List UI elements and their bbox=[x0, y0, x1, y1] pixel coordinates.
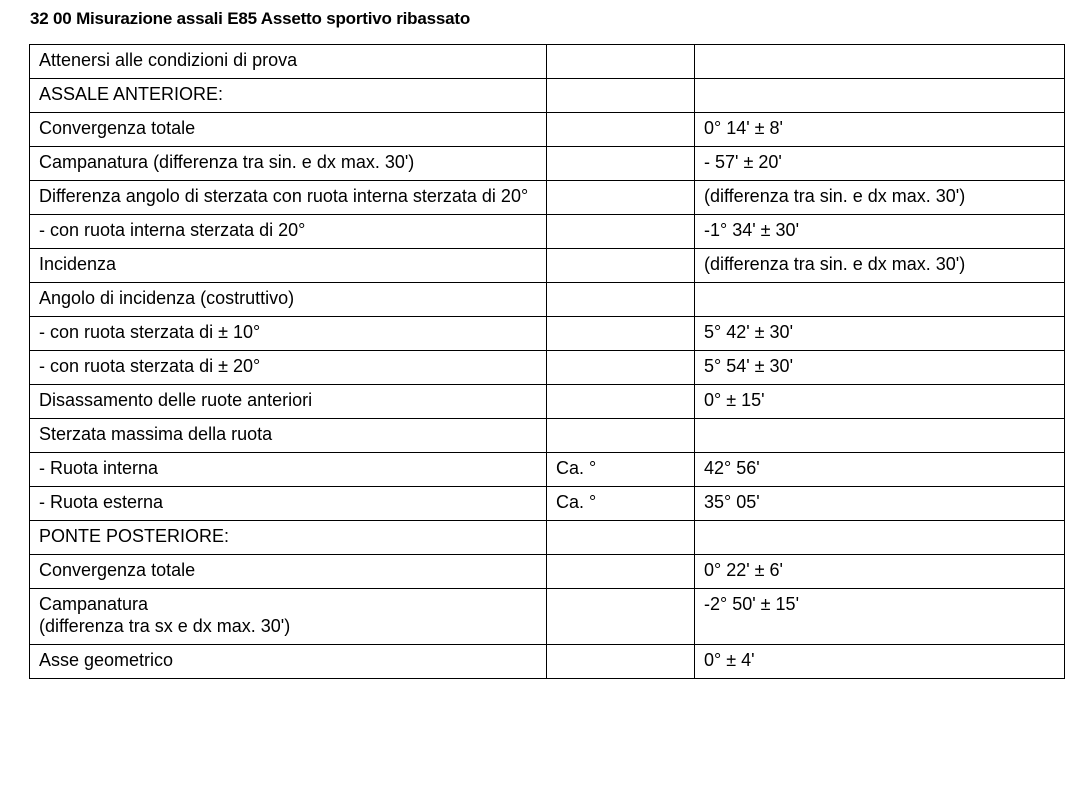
parameter-cell: - con ruota interna sterzata di 20° bbox=[30, 215, 547, 249]
parameter-cell: Angolo di incidenza (costruttivo) bbox=[30, 283, 547, 317]
parameter-cell: Incidenza bbox=[30, 249, 547, 283]
parameter-cell: Asse geometrico bbox=[30, 645, 547, 679]
parameter-cell: Convergenza totale bbox=[30, 113, 547, 147]
value-cell: 5° 42' ± 30' bbox=[695, 317, 1065, 351]
table-row bbox=[30, 113, 1065, 147]
parameter-cell: - con ruota sterzata di ± 20° bbox=[30, 351, 547, 385]
unit-cell: Ca. ° bbox=[547, 453, 695, 487]
table-row bbox=[30, 351, 1065, 385]
table-row bbox=[30, 45, 1065, 79]
value-cell: 0° 14' ± 8' bbox=[695, 113, 1065, 147]
parameter-cell: - Ruota esterna bbox=[30, 487, 547, 521]
table-row bbox=[30, 283, 1065, 317]
unit-cell bbox=[547, 419, 695, 453]
value-cell: 0° 22' ± 6' bbox=[695, 555, 1065, 589]
table-row bbox=[30, 215, 1065, 249]
unit-cell: Ca. ° bbox=[547, 487, 695, 521]
table-row bbox=[30, 645, 1065, 679]
value-cell: (differenza tra sin. e dx max. 30') bbox=[695, 249, 1065, 283]
parameter-cell: Disassamento delle ruote anteriori bbox=[30, 385, 547, 419]
table-row bbox=[30, 249, 1065, 283]
unit-cell bbox=[547, 215, 695, 249]
table-row bbox=[30, 79, 1065, 113]
table-row bbox=[30, 453, 1065, 487]
unit-cell bbox=[547, 645, 695, 679]
value-cell bbox=[695, 283, 1065, 317]
value-cell bbox=[695, 79, 1065, 113]
value-cell bbox=[695, 521, 1065, 555]
unit-cell bbox=[547, 181, 695, 215]
parameter-cell: Convergenza totale bbox=[30, 555, 547, 589]
parameter-cell: Attenersi alle condizioni di prova bbox=[30, 45, 547, 79]
unit-cell bbox=[547, 283, 695, 317]
parameter-cell: ASSALE ANTERIORE: bbox=[30, 79, 547, 113]
unit-cell bbox=[547, 555, 695, 589]
parameter-cell: Campanatura (differenza tra sx e dx max. 30') bbox=[30, 589, 547, 645]
parameter-cell: - Ruota interna bbox=[30, 453, 547, 487]
value-cell: 35° 05' bbox=[695, 487, 1065, 521]
unit-cell bbox=[547, 385, 695, 419]
parameter-cell: PONTE POSTERIORE: bbox=[30, 521, 547, 555]
table-row bbox=[30, 555, 1065, 589]
unit-cell bbox=[547, 147, 695, 181]
table-row bbox=[30, 317, 1065, 351]
page-title: 32 00 Misurazione assali E85 Assetto sportivo ribassato bbox=[30, 9, 470, 28]
value-cell: 5° 54' ± 30' bbox=[695, 351, 1065, 385]
table-row bbox=[30, 487, 1065, 521]
parameter-cell: - con ruota sterzata di ± 10° bbox=[30, 317, 547, 351]
value-cell: 0° ± 15' bbox=[695, 385, 1065, 419]
table-row bbox=[30, 589, 1065, 645]
parameter-cell: Sterzata massima della ruota bbox=[30, 419, 547, 453]
value-cell: (differenza tra sin. e dx max. 30') bbox=[695, 181, 1065, 215]
axle-measurement-table bbox=[29, 44, 1065, 679]
value-cell: - 57' ± 20' bbox=[695, 147, 1065, 181]
value-cell bbox=[695, 419, 1065, 453]
value-cell: 0° ± 4' bbox=[695, 645, 1065, 679]
unit-cell bbox=[547, 589, 695, 645]
unit-cell bbox=[547, 521, 695, 555]
table-row bbox=[30, 385, 1065, 419]
unit-cell bbox=[547, 317, 695, 351]
value-cell bbox=[695, 45, 1065, 79]
table-row bbox=[30, 521, 1065, 555]
value-cell: -1° 34' ± 30' bbox=[695, 215, 1065, 249]
value-cell: 42° 56' bbox=[695, 453, 1065, 487]
unit-cell bbox=[547, 113, 695, 147]
unit-cell bbox=[547, 79, 695, 113]
parameter-cell: Campanatura (differenza tra sin. e dx max. 30') bbox=[30, 147, 547, 181]
unit-cell bbox=[547, 45, 695, 79]
table-row bbox=[30, 181, 1065, 215]
unit-cell bbox=[547, 249, 695, 283]
value-cell: -2° 50' ± 15' bbox=[695, 589, 1065, 645]
unit-cell bbox=[547, 351, 695, 385]
parameter-cell: Differenza angolo di sterzata con ruota interna sterzata di 20° bbox=[30, 181, 547, 215]
table-row bbox=[30, 419, 1065, 453]
table-row bbox=[30, 147, 1065, 181]
